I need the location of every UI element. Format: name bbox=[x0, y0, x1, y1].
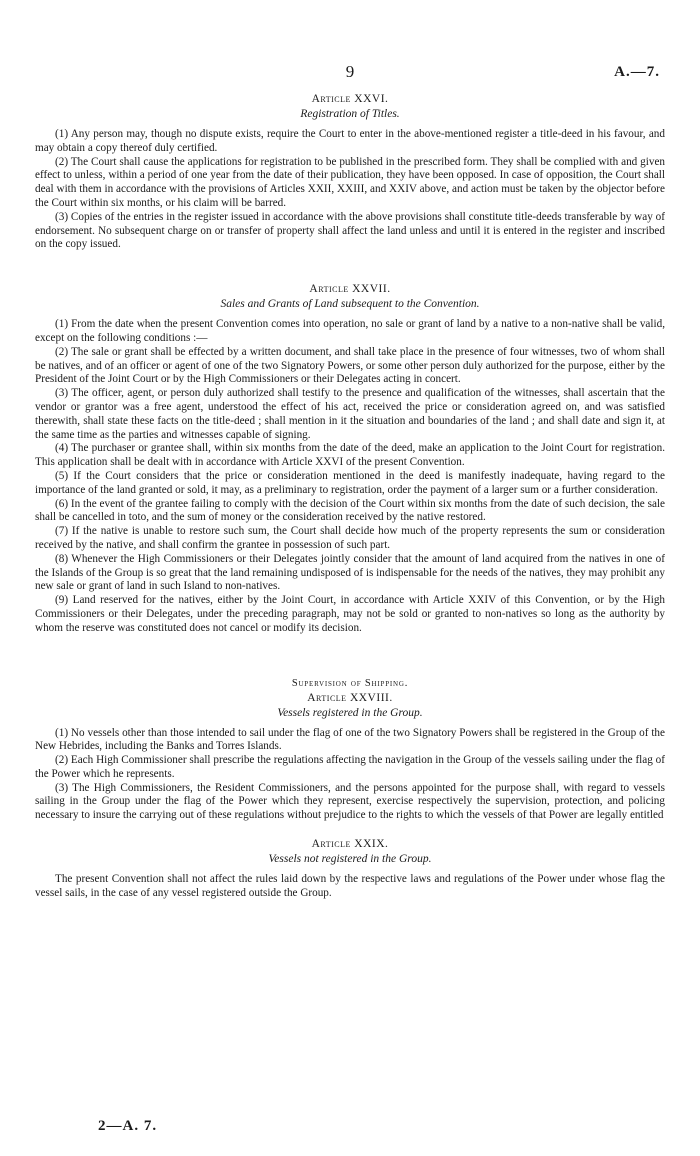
article-subheading: Sales and Grants of Land subsequent to the Convention. bbox=[220, 298, 480, 311]
paragraph: (1) No vessels other than those intended to sail under the flag of one of the two Signatory Powers shall be registered in the Group of the New Hebrides, including the Banks and Torres Islands. bbox=[35, 726, 665, 753]
article-27 bbox=[35, 282, 665, 635]
paragraph: (2) The sale or grant shall be effected by a written document, and shall take place in the presence of four witnesses, two of whom shall be natives, and of an officer or agent of one of the two Signatory Powers, or some other person duly authorized for the purpose, either by the President of the Joint Court or by the High Commissioners or their Delegates acting in concert. bbox=[35, 345, 665, 386]
article-26 bbox=[35, 92, 665, 252]
paragraph: (3) Copies of the entries in the register issued in accordance with the above provisions shall constitute title-deeds transferable by way of endorsement. No subsequent charge on or transfer of property shall affect the land unless and until it is entered in the register and inscribed on the copy issued. bbox=[35, 210, 665, 251]
document-reference: A.—7. bbox=[614, 64, 660, 80]
paragraph: (6) In the event of the grantee failing to comply with the decision of the Court within six months from the date of such decision, the sale shall be cancelled in toto, and the sum of money or the consideration received by the native restored. bbox=[35, 497, 665, 524]
paragraph: (7) If the native is unable to restore such sum, the Court shall decide how much of the property represents the sum or consideration received by the native, and shall confirm the grantee in possession of such part. bbox=[35, 525, 665, 551]
article-29 bbox=[35, 837, 665, 901]
article-heading: Article XXVIII. bbox=[307, 691, 393, 704]
article-subheading: Vessels not registered in the Group. bbox=[268, 853, 432, 866]
paragraph: (4) The purchaser or grantee shall, within six months from the date of the deed, make an application to the Joint Court for registration. This application shall be dealt with in accordance with Article XXVI of the present Convention. bbox=[35, 442, 665, 469]
paragraph: The present Convention shall not affect the rules laid down by the respective laws and regulations of the Power under whose flag the vessel sails, in the case of any vessel registered outside the Group. bbox=[35, 873, 665, 899]
article-heading: Article XXIX. bbox=[311, 838, 389, 851]
article-subheading: Vessels registered in the Group. bbox=[277, 706, 423, 719]
section-heading: Supervision of Shipping. bbox=[291, 677, 409, 689]
paragraph: (5) If the Court considers that the price or consideration mentioned in the deed is manifestly inadequate, having regard to the importance of the land granted or sold, it may, as a preliminary to registration, order the payment of a larger sum or a further consideration. bbox=[35, 469, 665, 496]
signature-mark: 2—A. 7. bbox=[98, 1118, 158, 1134]
article-28 bbox=[35, 691, 665, 824]
article-subheading: Registration of Titles. bbox=[300, 108, 400, 120]
paragraph: (8) Whenever the High Commissioners or their Delegates jointly consider that the amount of land acquired from the natives in one of the Islands of the Group is so great that the land remaining undisposed of is indispensable for the needs of the natives, they may prohibit any new sale or grant of land in such Island to non-natives. bbox=[35, 552, 665, 593]
paragraph: (2) The Court shall cause the applications for registration to be published in the prescribed form. They shall be complied with and given effect to unless, within a period of one year from the date of their publication, they have been opposed. In case of opposition, the Court shall deal with them in accordance with the provisions of Articles XXII, XXIII, and XXIV above, and action must be taken by the objector before the Court within six months, or his claim will be barred. bbox=[35, 155, 665, 209]
article-heading: Article XXVII. bbox=[309, 283, 391, 296]
paragraph: (9) Land reserved for the natives, either by the Joint Court, in accordance with Article XXIV of this Convention, or by the High Commissioners or their Delegates, under the preceding paragraph, may not be sold or granted to non-natives so long as the authority by whom the reserve was constituted does not cancel or modify its decision. bbox=[35, 594, 665, 634]
paragraph: (1) From the date when the present Convention comes into operation, no sale or grant of land by a native to a non-native shall be valid, except on the following conditions :— bbox=[35, 318, 665, 344]
article-heading: Article XXVI. bbox=[311, 93, 389, 105]
paragraph: (3) The High Commissioners, the Resident Commissioners, and the persons appointed for the purpose shall, with regard to vessels sailing in the Group under the flag of the Power which they represent, exercise respectively the supervision, protection, and policing necessary to insure the carrying out of these regulations without prejudice to the rights to which the vessels of that Power are legally entitled bbox=[35, 781, 665, 822]
paragraph: (2) Each High Commissioner shall prescribe the regulations affecting the navigation in the Group of the vessels sailing under the flag of the Power which he represents. bbox=[35, 754, 665, 780]
paragraph: (3) The officer, agent, or person duly authorized shall testify to the presence and qualification of the witnesses, shall ascertain that the vendor or grantor was a free agent, understood the effect of his act, received the price or consideration agreed on, and was satisfied therewith, shall state these facts on the title-deed ; shall mention in it the situation and boundaries of the land ; and shall date and sign it, at the same time as the parties and witnesses capable of signing. bbox=[35, 387, 665, 441]
document-body bbox=[35, 92, 665, 901]
page-number: 9 bbox=[345, 62, 355, 81]
paragraph: (1) Any person may, though no dispute exists, require the Court to enter in the above-mentioned register a title-deed in his favour, and may obtain a copy thereof duly certified. bbox=[35, 128, 665, 154]
